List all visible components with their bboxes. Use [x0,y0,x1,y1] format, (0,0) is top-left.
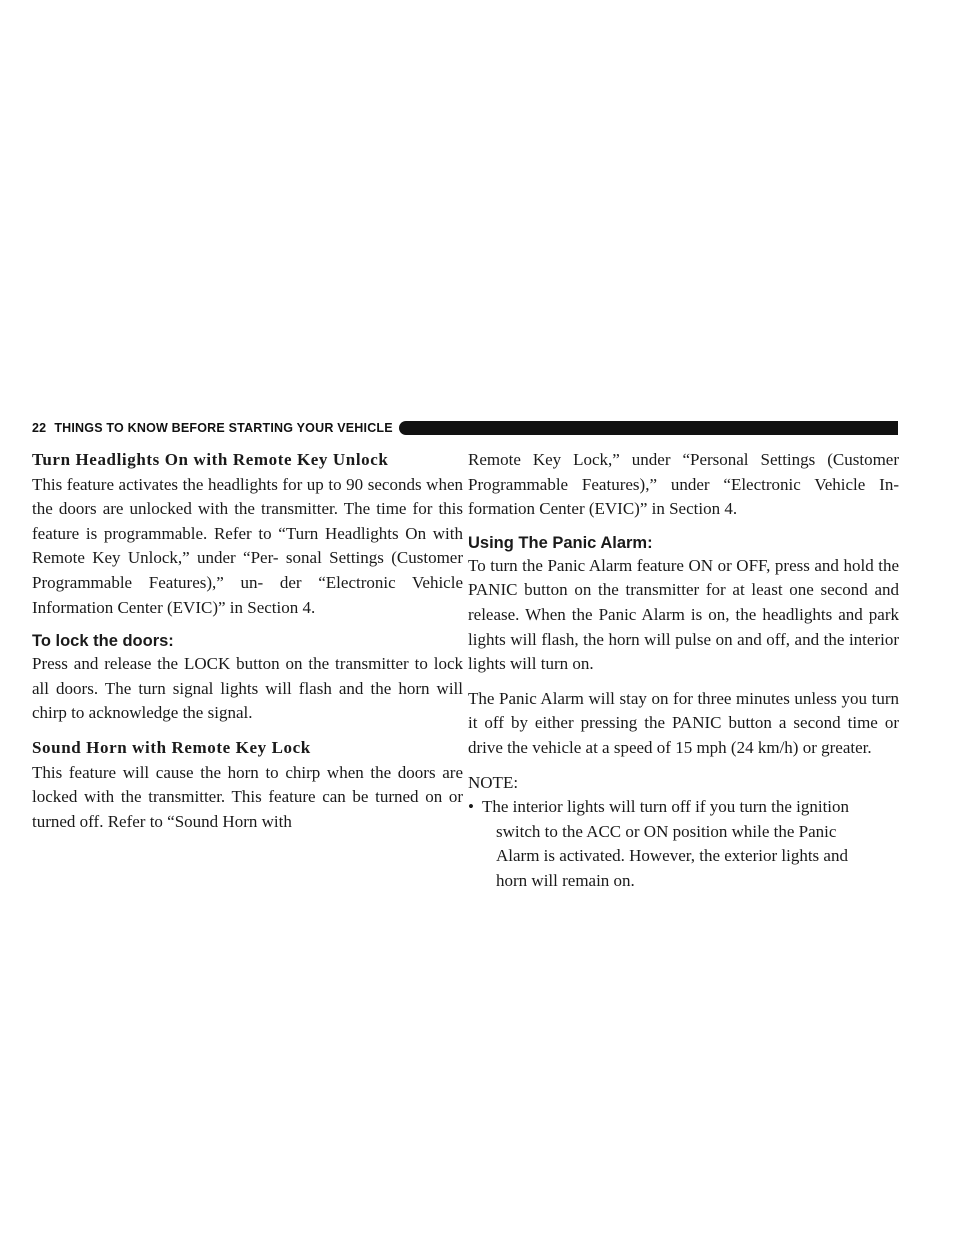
note-label: NOTE: [468,772,519,792]
lock-doors-paragraph: Press and release the LOCK button on the transmitter to lock all doors. The turn signal lights will flash and the horn will chirp to acknowledge the signal. [32,654,463,723]
bullet-icon: • [468,797,474,817]
left-column [32,448,463,834]
right-column [468,448,899,894]
note-line: Alarm is activated. However, the exterior lights and [496,846,848,866]
header-rule [399,421,898,435]
page-header [32,418,898,438]
headlights-paragraph: This feature activates the headlights for up to 90 seconds when the doors are unlocked with the transmitter. The time for this feature is programmable. Refer to “Turn Headlights On with Remote Key Unlock,” under “Per- sonal Settings (Customer Programmable Features),” un- der “Electronic Vehicle Information Center (EVIC)” in Section 4. [32,474,463,617]
note-bullet-item [468,795,899,893]
sound-horn-heading: Sound Horn with Remote Key Lock [32,737,311,757]
page-number: 22 [32,421,47,435]
headlights-heading: Turn Headlights On with Remote Key Unlock [32,450,389,469]
note-bullet-text [482,795,899,893]
note-line: horn will remain on. [496,870,635,890]
panic-alarm-heading: Using The Panic Alarm: [468,533,653,552]
panic-alarm-paragraph-1: To turn the Panic Alarm feature ON or OFF, press and hold the PANIC button on the transmitter for at least one second and release. When the Panic Alarm is on, the headlights and park lights will flash, the horn will pulse on and off, and the interior lights will turn on. [468,555,899,674]
note-line: The interior lights will turn off if you turn the ignition [482,797,850,817]
panic-alarm-paragraph-2: The Panic Alarm will stay on for three minutes unless you turn it off by either pressing the PANIC button a second time or drive the vehicle at a speed of 15 mph (24 km/h) or greater. [468,688,899,757]
sound-horn-continued: Remote Key Lock,” under “Personal Settings (Customer Programmable Features),” under “Electronic Vehicle In- formation Center (EVIC)” in Section 4. [468,450,899,519]
lock-doors-heading: To lock the doors: [32,632,174,651]
note-line: switch to the ACC or ON position while the Panic [496,821,837,841]
section-title: THINGS TO KNOW BEFORE STARTING YOUR VEHICLE [54,421,393,435]
sound-horn-paragraph: This feature will cause the horn to chirp when the doors are locked with the transmitter. This feature can be turned on or turned off. Refer to “Sound Horn with [32,762,463,831]
